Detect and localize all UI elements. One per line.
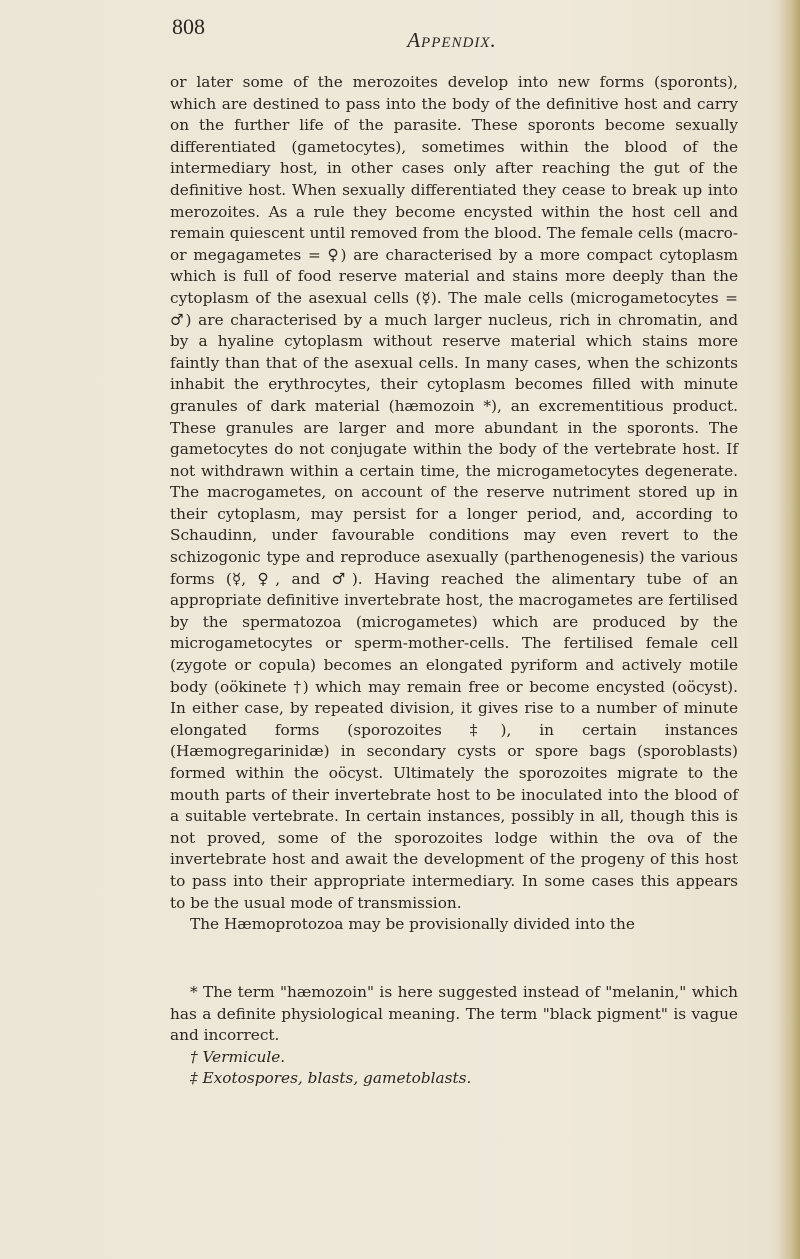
paragraph-main: or later some of the merozoites develop into new forms (sporonts), which are destined to pass into the body of the definitive host and carry on the further life of the parasite. These sporonts become sexually differentiated (gametocytes), sometimes within the blood of the intermediary host, in other cases only after reaching the gut of the definitive host. When sexually differentiated they cease to break up into merozoites. As a rule they become encysted within the host cell and remain quiescent until removed from the blood. The female cells (macro- or megagametes = ♀) are characterised by a more compact cytoplasm which is full of food reserve material and stains more deeply than the cytoplasm of the asexual cells (☿). The male cells (microgametocytes = ♂) are characterised by a much larger nucleus, rich in chromatin, and by a hyaline cytoplasm without reserve material which stains more faintly than that of the asexual cells. In many cases, when the schizonts inhabit the erythrocytes, their cytoplasm becomes filled with minute granules of dark material (hæmozoin *), an excrementitious product. These granules are larger and more abundant in the sporonts. The gametocytes do not conjugate within the body of the vertebrate host. If not withdrawn within a certain time, the microgametocytes degenerate. The macrogametes, on account of the reserve nutriment stored up in their cytoplasm, may persist for a longer period, and, according to Schaudinn, under favourable conditions may even revert to the schizogonic type and reproduce asexually (parthenogenesis) the various forms (☿, ♀, and ♂). Having reached the alimentary tube of an appropriate definitive invertebrate host, the macrogametes are fertilised by the spermatozoa (microgametes) which are produced by the microgametocytes or sperm-mother-cells. The fertilised female cell (zygote or copula) becomes an elongated pyriform and actively motile body (oökinete †) which may remain free or become encysted (oöcyst). In either case, by repeated division, it gives rise to a number of minute elongated forms (sporozoites ‡), in certain instances (Hæmogregarinidæ) in secondary cysts or spore bags (sporoblasts) formed within the oöcyst. Ultimately the sporozoites migrate to the mouth parts of their invertebrate host to be inoculated into the blood of a suitable vertebrate. In certain instances, possibly in all, though this is not proved, some of the sporozoites lodge within the ova of the invertebrate host and await the development of the progeny of this host to pass into their appropriate intermediary. In some cases this appears to be the usual mode of transmission.	[170, 73, 738, 912]
page-edge-shadow	[778, 0, 800, 1259]
running-head: Appendix.	[407, 28, 497, 52]
footnote-exotospores: ‡ Exotospores, blasts, gametoblasts.	[190, 1069, 472, 1088]
footnote-haemozoin: * The term "hæmozoin" is here suggested instead of "melanin," which has a definite physiological meaning. The term "black pigment" is vague and incorrect.	[170, 983, 738, 1045]
footnotes	[170, 982, 738, 1090]
paragraph-continuation: The Hæmoprotozoa may be provisionally divided into the	[190, 915, 635, 934]
page-header	[172, 10, 732, 54]
body-text	[170, 72, 738, 936]
footnote-vermicule: † Vermicule.	[190, 1047, 286, 1066]
page-number: 808	[172, 14, 205, 39]
